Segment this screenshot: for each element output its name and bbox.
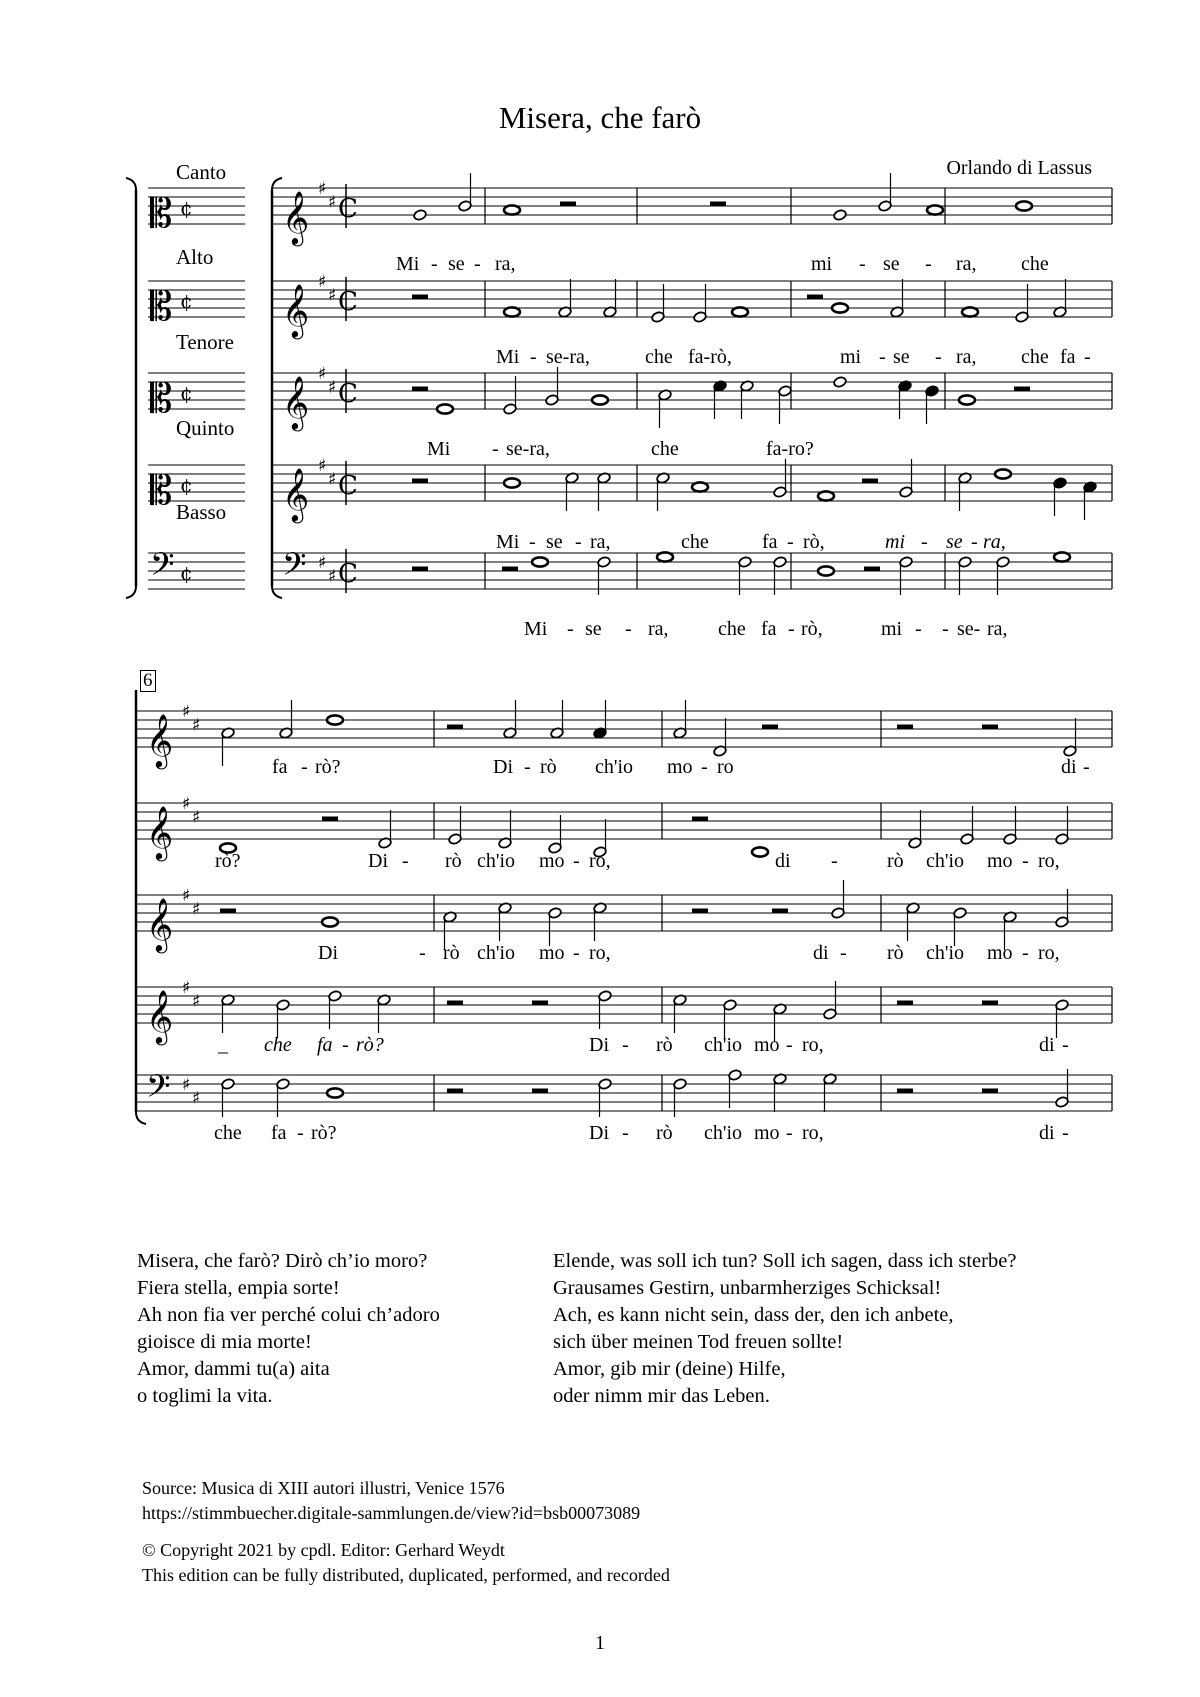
lyric: mo: [987, 850, 1013, 872]
lyric: -: [915, 618, 922, 640]
composer-name: Orlando di Lassus: [946, 157, 1092, 179]
lyric: mo: [667, 756, 693, 778]
text-line: oder nimm mir das Leben.: [553, 1385, 770, 1407]
lyric: ra,: [987, 618, 1008, 640]
treble-clef-icon: 𝄞: [282, 283, 310, 337]
sharp-icon: ♯: [192, 807, 201, 828]
lyric: rò?: [215, 850, 241, 872]
lyric: che: [651, 438, 679, 460]
text-line: Grausames Gestirn, unbarmherziges Schicksal!: [553, 1277, 942, 1299]
rest: [982, 1001, 998, 1006]
score-title: Misera, che farò: [498, 100, 702, 135]
lyric: -: [575, 531, 582, 553]
lyric: ra,: [648, 618, 669, 640]
lyric: ra,: [495, 253, 516, 275]
rest: [502, 567, 518, 572]
copyright-line: © Copyright 2021 by cpdl. Editor: Gerhard Weydt: [142, 1540, 505, 1560]
lyric: ra,: [956, 346, 977, 368]
lyric: Di: [493, 756, 513, 778]
source-url: https://stimmbuecher.digitale-sammlungen.de/view?id=bsb00073089: [142, 1503, 641, 1523]
lyric: di: [1039, 1034, 1055, 1056]
lyric: Di: [318, 942, 338, 964]
voice-name-basso: Basso: [176, 500, 227, 524]
whole-note: [322, 917, 338, 926]
lyric: -: [342, 1034, 349, 1056]
lyric: ro,: [802, 1122, 824, 1144]
lyric: -: [567, 618, 574, 640]
lyric: -: [935, 346, 942, 368]
license-line: This edition can be fully distributed, duplicated, performed, and recorded: [142, 1565, 670, 1585]
text-line: Fiera stella, empia sorte!: [137, 1277, 340, 1299]
lyric: ch'io: [704, 1122, 743, 1144]
lyric: -: [1022, 850, 1029, 872]
lyric: di: [775, 850, 791, 872]
lyric: Mi: [524, 618, 548, 640]
lyric: ra,: [590, 531, 611, 553]
lyric: -: [859, 253, 866, 275]
lyric: fa: [1060, 346, 1076, 368]
lyric: fa: [317, 1034, 333, 1056]
sharp-icon: ♯: [318, 179, 327, 199]
text-line: gioisce di mia morte!: [137, 1331, 312, 1353]
sharp-icon: ♯: [192, 1088, 201, 1109]
lyric: -: [301, 756, 308, 778]
lyric: -: [1022, 942, 1029, 964]
lyric: -: [431, 253, 438, 275]
cut-time-icon: C: [338, 194, 358, 224]
whole-note: [962, 307, 978, 316]
text-line: Ach, es kann nicht sein, dass der, den ich anbete,: [553, 1304, 954, 1326]
note-head: [833, 209, 847, 221]
lyric: ch'io: [477, 850, 516, 872]
lyric: se-ra,: [546, 346, 590, 368]
lyric: rò: [540, 756, 557, 778]
source-line: Source: Musica di XIII autori illustri, Venice 1576: [142, 1478, 505, 1498]
lyric: ch'io: [595, 756, 634, 778]
lyric: ch'io: [926, 942, 965, 964]
lyric: fa: [761, 618, 777, 640]
lyric: se-ra,: [506, 438, 550, 460]
rest: [412, 387, 428, 392]
lyric: fa-ro?: [766, 438, 814, 460]
lyric: che: [1021, 346, 1049, 368]
lyric: -: [786, 1122, 793, 1144]
cut-time-icon: ¢: [180, 473, 193, 497]
rest: [772, 909, 788, 914]
lyric: che: [1021, 253, 1049, 275]
lyric: che: [645, 346, 673, 368]
sharp-icon: ♯: [192, 715, 201, 736]
rest: [412, 295, 428, 300]
whole-note: [1054, 552, 1070, 561]
lyric: -: [840, 942, 847, 964]
sharp-icon: ♯: [318, 364, 327, 384]
lyric: rò: [445, 850, 462, 872]
rest: [447, 1089, 463, 1094]
c-clef-icon: 𝄡: [150, 191, 173, 237]
cut-time-icon: C: [338, 471, 358, 501]
sharp-icon: ♯: [318, 553, 327, 573]
bracket-hook: [136, 1112, 146, 1124]
rest: [982, 1089, 998, 1094]
lyric: mo: [539, 850, 565, 872]
lyric: -: [530, 346, 537, 368]
whole-note: [327, 715, 343, 724]
rest: [412, 567, 428, 572]
treble-clef-icon: 𝄞: [146, 989, 174, 1043]
whole-note: [959, 395, 975, 404]
lyric: ro,: [589, 942, 611, 964]
cut-time-icon: ¢: [180, 289, 193, 313]
lyric: -: [788, 618, 795, 640]
lyric: ro,: [1038, 942, 1060, 964]
lyric: mi: [811, 253, 833, 275]
sharp-icon: ♯: [182, 978, 191, 998]
rest: [692, 817, 708, 822]
rest: [220, 909, 236, 914]
voice-name-quinto: Quinto: [176, 416, 235, 440]
text-line: Elende, was soll ich tun? Soll ich sagen, dass ich sterbe?: [553, 1250, 1017, 1272]
lyric: -: [622, 1122, 629, 1144]
measure-number: 6: [140, 670, 156, 692]
lyric: Mi: [396, 253, 420, 275]
lyric: ro,: [589, 850, 611, 872]
lyric: che: [718, 618, 746, 640]
rest: [1014, 387, 1030, 392]
treble-clef-icon: 𝄞: [282, 375, 310, 429]
lyric: di: [1039, 1122, 1055, 1144]
whole-note: [732, 307, 748, 316]
bass-clef-icon: 𝄢: [150, 546, 175, 590]
sharp-icon: ♯: [328, 469, 337, 490]
lyric: _: [218, 1034, 228, 1056]
rest: [710, 202, 726, 207]
bracket-hook: [126, 178, 136, 190]
lyric: -: [879, 346, 886, 368]
rest: [322, 817, 338, 822]
lyric: ch'io: [926, 850, 965, 872]
c-clef-icon: 𝄡: [150, 376, 173, 422]
lyric: che: [681, 531, 709, 553]
treble-clef-icon: 𝄞: [282, 190, 310, 244]
lyric: ro,: [1038, 850, 1060, 872]
lyric: -: [921, 531, 928, 553]
c-clef-icon: 𝄡: [150, 284, 173, 330]
text-line: Amor, gib mir (deine) Hilfe,: [553, 1358, 786, 1380]
whole-note: [832, 303, 848, 312]
lyric: rò: [887, 942, 904, 964]
lyric: ch'io: [477, 942, 516, 964]
whole-note: [504, 478, 520, 487]
lyric: Di: [589, 1034, 609, 1056]
lyric: -: [622, 1034, 629, 1056]
lyric: -: [942, 618, 949, 640]
lyric: rò: [656, 1034, 673, 1056]
lyric: Mi: [496, 346, 520, 368]
lyric: -: [701, 756, 708, 778]
sharp-icon: ♯: [328, 192, 337, 213]
lyric: rò?: [315, 756, 341, 778]
whole-note: [657, 552, 673, 561]
lyric: rò: [887, 850, 904, 872]
lyric: -: [971, 531, 978, 553]
sharp-icon: ♯: [192, 899, 201, 920]
lyric: se: [883, 253, 900, 275]
lyric: Mi: [496, 531, 520, 553]
cut-time-icon: C: [338, 559, 358, 589]
lyric: ch'io: [704, 1034, 743, 1056]
lyric: Di: [589, 1122, 609, 1144]
lyric: ro: [717, 756, 734, 778]
note-head: [833, 376, 847, 388]
treble-clef-icon: 𝄞: [146, 805, 174, 859]
lyric: -: [1083, 756, 1090, 778]
lyric: -: [787, 531, 794, 553]
lyric: -: [1062, 1122, 1069, 1144]
lyric: mo: [987, 942, 1013, 964]
whole-note: [818, 491, 834, 500]
lyric: mi: [881, 618, 903, 640]
sharp-icon: ♯: [328, 377, 337, 398]
lyric: -: [1084, 346, 1091, 368]
treble-clef-icon: 𝄞: [146, 897, 174, 951]
sharp-icon: ♯: [318, 272, 327, 292]
lyric: -: [573, 850, 580, 872]
rest: [532, 1089, 548, 1094]
note-head: [413, 209, 427, 221]
lyric: -: [297, 1122, 304, 1144]
lyric: fa: [762, 531, 778, 553]
lyric: se-: [957, 618, 981, 640]
lyric: -: [524, 756, 531, 778]
lyric: se: [448, 253, 465, 275]
sharp-icon: ♯: [328, 566, 337, 587]
treble-clef-icon: 𝄞: [146, 713, 174, 767]
lyric: rò: [443, 942, 460, 964]
sharp-icon: ♯: [318, 456, 327, 476]
rest: [982, 725, 998, 730]
lyric: rò,: [801, 618, 823, 640]
voice-name-alto: Alto: [176, 245, 214, 269]
lyric: -: [625, 618, 632, 640]
lyric: -: [1062, 1034, 1069, 1056]
rest: [532, 1001, 548, 1006]
bracket-hook: [126, 586, 136, 598]
lyric: di: [813, 942, 829, 964]
lyric: ro,: [802, 1034, 824, 1056]
rest: [864, 567, 880, 572]
lyric: se: [946, 531, 963, 553]
lyric: -: [831, 850, 838, 872]
italian-text: [137, 1248, 440, 1410]
whole-note: [592, 395, 608, 404]
rest: [447, 1001, 463, 1006]
lyric: se: [893, 346, 910, 368]
text-line: Misera, che farò? Dirò ch’io moro?: [137, 1250, 428, 1272]
lyric: che: [264, 1034, 292, 1056]
rest: [897, 1001, 913, 1006]
lyric: ra,: [956, 253, 977, 275]
treble-clef-icon: 𝄞: [282, 467, 310, 521]
text-line: sich über meinen Tod freuen sollte!: [553, 1331, 844, 1353]
lyric: se: [585, 618, 602, 640]
lyric: che: [214, 1122, 242, 1144]
lyric: Mi: [427, 438, 451, 460]
lyric: -: [925, 253, 932, 275]
c-clef-icon: 𝄡: [150, 468, 173, 514]
lyric: -: [402, 850, 409, 872]
lyric: -: [573, 942, 580, 964]
lyric: rò: [656, 1122, 673, 1144]
sharp-icon: ♯: [182, 886, 191, 906]
lyric: rò?: [356, 1034, 384, 1056]
lyric: -: [474, 253, 481, 275]
lyric: mo: [539, 942, 565, 964]
rest: [897, 725, 913, 730]
rest: [560, 202, 576, 207]
rest: [807, 295, 823, 300]
rest: [897, 1089, 913, 1094]
rest: [762, 725, 778, 730]
whole-note: [927, 205, 943, 214]
german-text: [553, 1248, 1016, 1410]
lyric: se: [546, 531, 563, 553]
lyric: -: [786, 1034, 793, 1056]
whole-note: [532, 557, 548, 566]
lyric: di: [1061, 756, 1077, 778]
bracket-hook: [272, 586, 282, 598]
page-number: 1: [595, 1632, 605, 1654]
text-line: Amor, dammi tu(a) aita: [137, 1358, 330, 1380]
voice-name-canto: Canto: [176, 160, 227, 184]
rest: [862, 479, 878, 484]
lyric: Di: [368, 850, 388, 872]
voice-name-tenore: Tenore: [176, 330, 234, 354]
bass-clef-icon: 𝄢: [282, 546, 307, 590]
cut-time-icon: ¢: [180, 561, 193, 585]
text-line: o toglimi la vita.: [137, 1385, 273, 1407]
lyric: ra,: [983, 531, 1006, 553]
lyric: -: [419, 942, 426, 964]
lyric: mi: [885, 531, 905, 553]
cut-time-icon: C: [338, 287, 358, 317]
rest: [692, 909, 708, 914]
whole-note: [437, 404, 453, 413]
text-line: Ah non fia ver perché colui ch’adoro: [137, 1304, 440, 1326]
lyric: fa: [271, 1122, 287, 1144]
whole-note: [504, 307, 520, 316]
lyric: mo: [754, 1034, 780, 1056]
rest: [447, 725, 463, 730]
cut-time-icon: ¢: [180, 196, 193, 220]
whole-note: [327, 1088, 343, 1097]
whole-note: [504, 205, 520, 214]
whole-note: [1016, 201, 1032, 210]
whole-note: [995, 469, 1011, 478]
lyric: mi: [840, 346, 862, 368]
lyric: -: [492, 438, 499, 460]
lyric: fa: [272, 756, 288, 778]
sharp-icon: ♯: [182, 794, 191, 814]
sharp-icon: ♯: [192, 991, 201, 1012]
cut-time-icon: ¢: [180, 381, 193, 405]
lyric: -: [529, 531, 536, 553]
lyric: fa-rò,: [688, 346, 732, 368]
bass-clef-icon: 𝄢: [146, 1068, 171, 1112]
sharp-icon: ♯: [182, 702, 191, 722]
cut-time-icon: C: [338, 379, 358, 409]
lyric: rò,: [803, 531, 825, 553]
lyric: rò?: [311, 1122, 337, 1144]
whole-note: [752, 847, 768, 856]
sharp-icon: ♯: [328, 285, 337, 306]
whole-note: [818, 566, 834, 575]
rest: [412, 479, 428, 484]
lyric: mo: [754, 1122, 780, 1144]
sharp-icon: ♯: [182, 1075, 191, 1095]
whole-note: [692, 482, 708, 491]
